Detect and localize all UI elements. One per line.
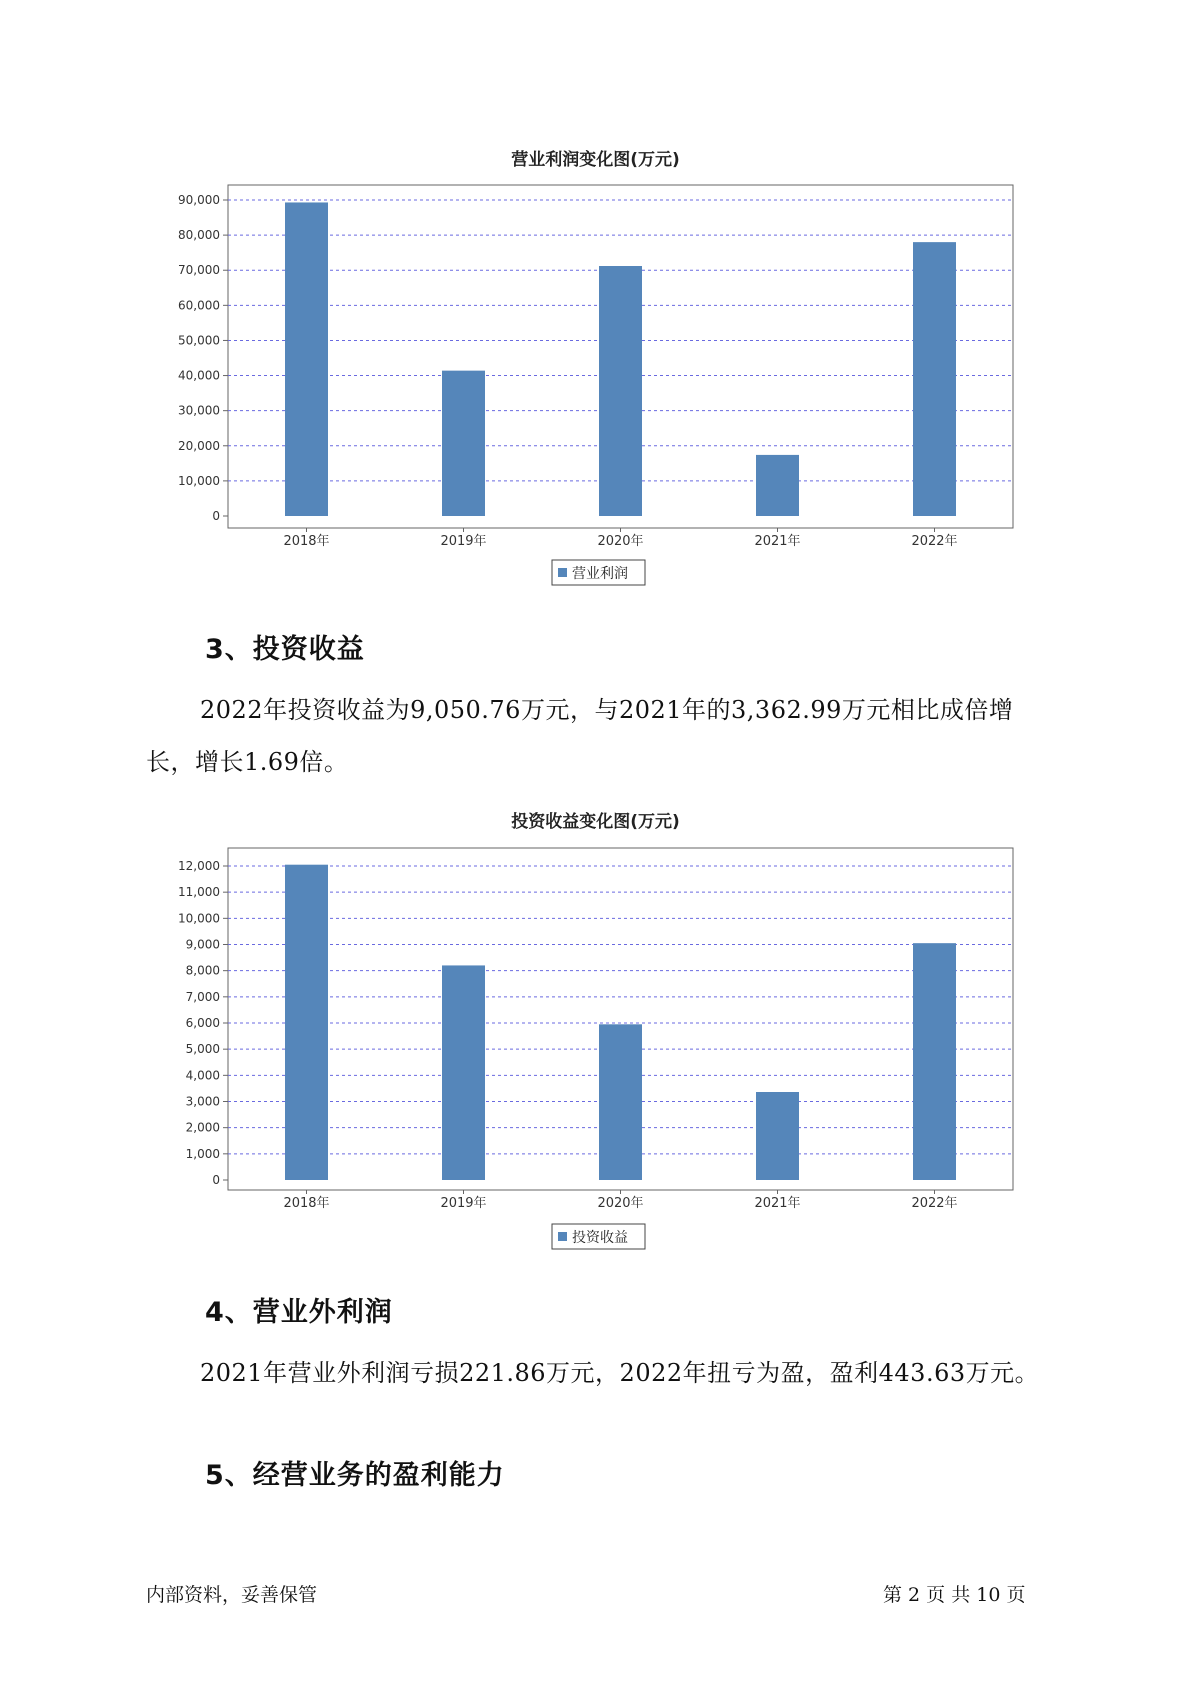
x-tick-label: 2021年 <box>754 534 801 549</box>
legend-label: 营业利润 <box>572 566 628 582</box>
y-tick-label: 7,000 <box>185 989 220 1004</box>
chart-title-investment-income: 投资收益变化图(万元) <box>511 812 680 832</box>
x-tick-label: 2018年 <box>283 1196 330 1211</box>
x-tick-label: 2019年 <box>440 534 487 549</box>
y-tick-label: 70,000 <box>178 263 220 278</box>
y-tick-label: 6,000 <box>185 1016 220 1030</box>
y-tick-label: 60,000 <box>178 298 220 313</box>
y-tick-label: 3,000 <box>185 1094 220 1109</box>
y-tick-label: 30,000 <box>178 403 220 418</box>
x-tick-label: 2020年 <box>597 1196 644 1211</box>
y-tick-label: 10,000 <box>178 473 220 488</box>
x-tick-label: 2022年 <box>911 1196 958 1211</box>
bar <box>756 1092 799 1180</box>
y-tick-label: 5,000 <box>185 1042 220 1057</box>
section-heading-non-operating-profit: 4、营业外利润 <box>205 1297 393 1328</box>
paragraph-investment-income: 2022年投资收益为9,050.76万元，与2021年的3,362.99万元相比成倍增长，增长1.69倍。 <box>146 696 1014 776</box>
y-tick-label: 12,000 <box>178 859 220 873</box>
paragraph-non-operating-profit: 2021年营业外利润亏损221.86万元，2022年扭亏为盈，盈利443.63万元。 <box>200 1359 1040 1387</box>
x-tick-label: 2020年 <box>597 534 644 549</box>
y-tick-label: 50,000 <box>178 333 220 348</box>
legend-swatch <box>558 1232 567 1241</box>
footer-page-number: 第 2 页 共 10 页 <box>883 1584 1026 1606</box>
y-tick-label: 4,000 <box>185 1068 220 1083</box>
y-tick-label: 80,000 <box>178 228 220 243</box>
y-tick-label: 11,000 <box>178 885 220 900</box>
bar <box>442 965 485 1180</box>
y-tick-label: 0 <box>212 1173 220 1187</box>
chart-title-operating-profit: 营业利润变化图(万元) <box>511 150 680 170</box>
section-heading-business-profitability: 5、经营业务的盈利能力 <box>205 1460 505 1491</box>
bar <box>285 865 328 1180</box>
y-tick-label: 8,000 <box>185 963 220 978</box>
bar <box>913 943 956 1180</box>
x-tick-label: 2018年 <box>283 534 330 549</box>
y-tick-label: 40,000 <box>178 368 220 383</box>
x-tick-label: 2021年 <box>754 1196 801 1211</box>
y-tick-label: 1,000 <box>185 1146 220 1161</box>
y-tick-label: 9,000 <box>185 937 220 952</box>
y-tick-label: 2,000 <box>185 1120 220 1135</box>
bar <box>599 1024 642 1180</box>
y-tick-label: 20,000 <box>178 438 220 453</box>
y-tick-label: 90,000 <box>178 193 220 207</box>
legend-label: 投资收益 <box>572 1230 628 1246</box>
y-tick-label: 0 <box>212 509 220 523</box>
section-heading-investment-income: 3、投资收益 <box>205 634 365 665</box>
footer-confidential-note: 内部资料，妥善保管 <box>146 1584 318 1606</box>
y-tick-label: 10,000 <box>178 911 220 926</box>
x-tick-label: 2022年 <box>911 534 958 549</box>
x-tick-label: 2019年 <box>440 1196 487 1211</box>
